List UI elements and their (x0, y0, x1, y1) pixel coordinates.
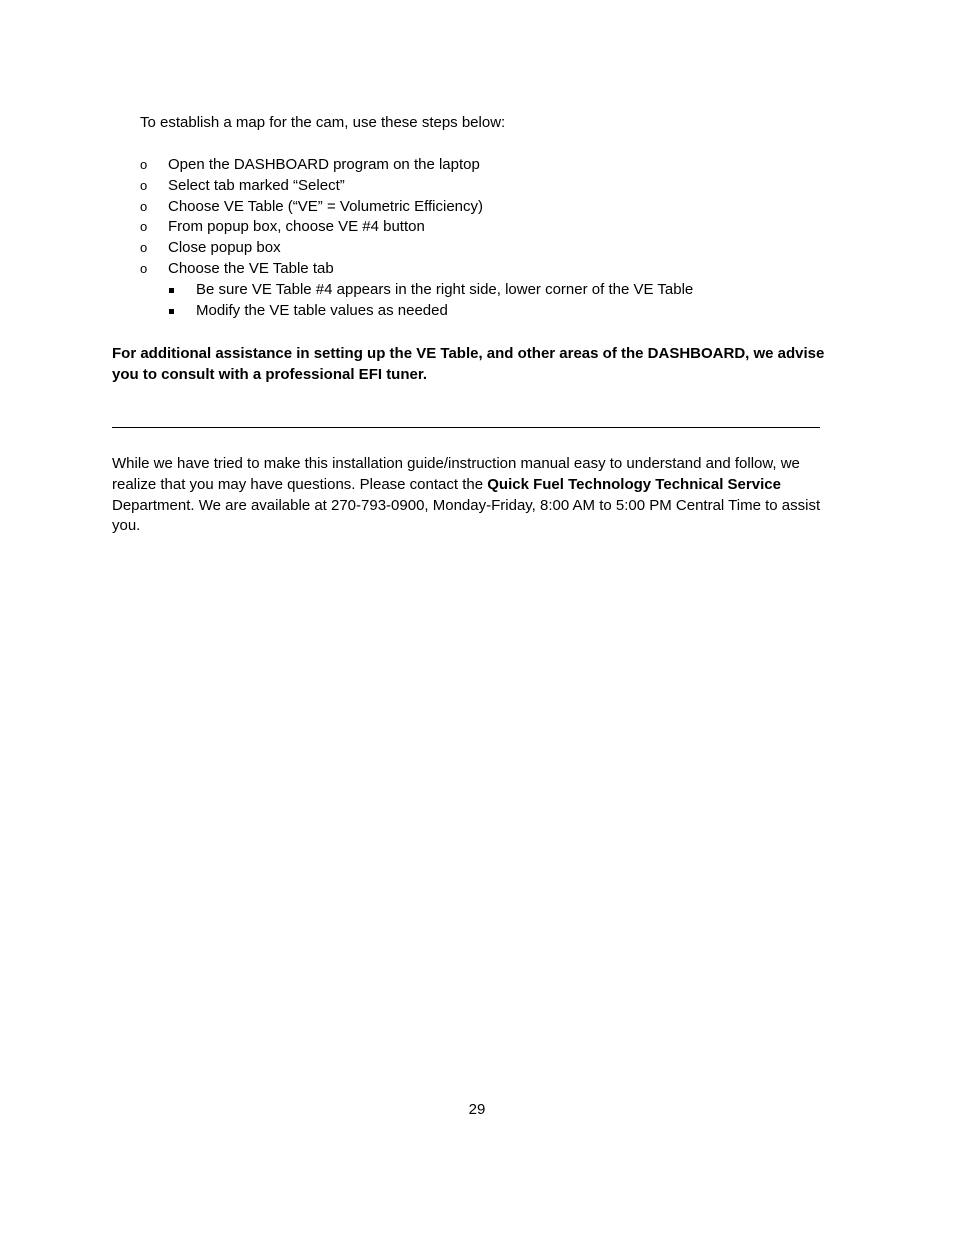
intro-paragraph: To establish a map for the cam, use these steps below: (140, 114, 506, 131)
contact-text-after: Department. We are available at 270-793-0900, Monday-Friday, 8:00 AM to 5:00 PM Central Time to assist you. (112, 496, 821, 535)
list-item (140, 176, 693, 197)
steps-list (140, 155, 693, 321)
contact-text-before: While we have tried to make this installation guide/instruction manual easy to understand and follow, we realize that you may have questions. Please contact the (112, 455, 800, 493)
contact-department-name: Quick Fuel Technology Technical Service (487, 475, 781, 493)
step-text: Choose VE Table (“VE” = Volumetric Efficiency) (168, 197, 483, 215)
step-text: From popup box, choose VE #4 button (168, 218, 425, 236)
square-bullet-icon (169, 309, 174, 314)
substep-text: Be sure VE Table #4 appears in the right side, lower corner of the VE Table (196, 280, 694, 298)
list-item (140, 155, 693, 176)
substeps-container (140, 280, 693, 322)
substeps-list (140, 280, 693, 322)
hollow-bullet-icon: o (140, 260, 148, 276)
hollow-bullet-icon: o (140, 219, 148, 235)
hollow-bullet-icon: o (140, 240, 148, 256)
list-item (140, 197, 693, 218)
step-text: Choose the VE Table tab (168, 259, 334, 277)
substep-text: Modify the VE table values as needed (196, 301, 448, 319)
advice-paragraph: For additional assistance in setting up the VE Table, and other areas of the DASHBOARD, we advise you to consult with a professional EFI tuner. (112, 345, 825, 383)
list-item (140, 301, 693, 322)
step-text: Open the DASHBOARD program on the laptop (168, 156, 480, 173)
horizontal-divider (112, 427, 820, 428)
list-item (140, 259, 693, 280)
step-text: Select tab marked “Select” (168, 176, 345, 194)
page-number: 29 (468, 1101, 486, 1118)
hollow-bullet-icon: o (140, 198, 148, 214)
list-item (140, 280, 693, 301)
contact-paragraph (112, 454, 830, 537)
square-bullet-icon (169, 288, 174, 293)
step-text: Close popup box (168, 239, 281, 257)
hollow-bullet-icon: o (140, 177, 148, 193)
list-item (140, 217, 693, 238)
hollow-bullet-icon: o (140, 157, 148, 172)
list-item (140, 238, 693, 259)
